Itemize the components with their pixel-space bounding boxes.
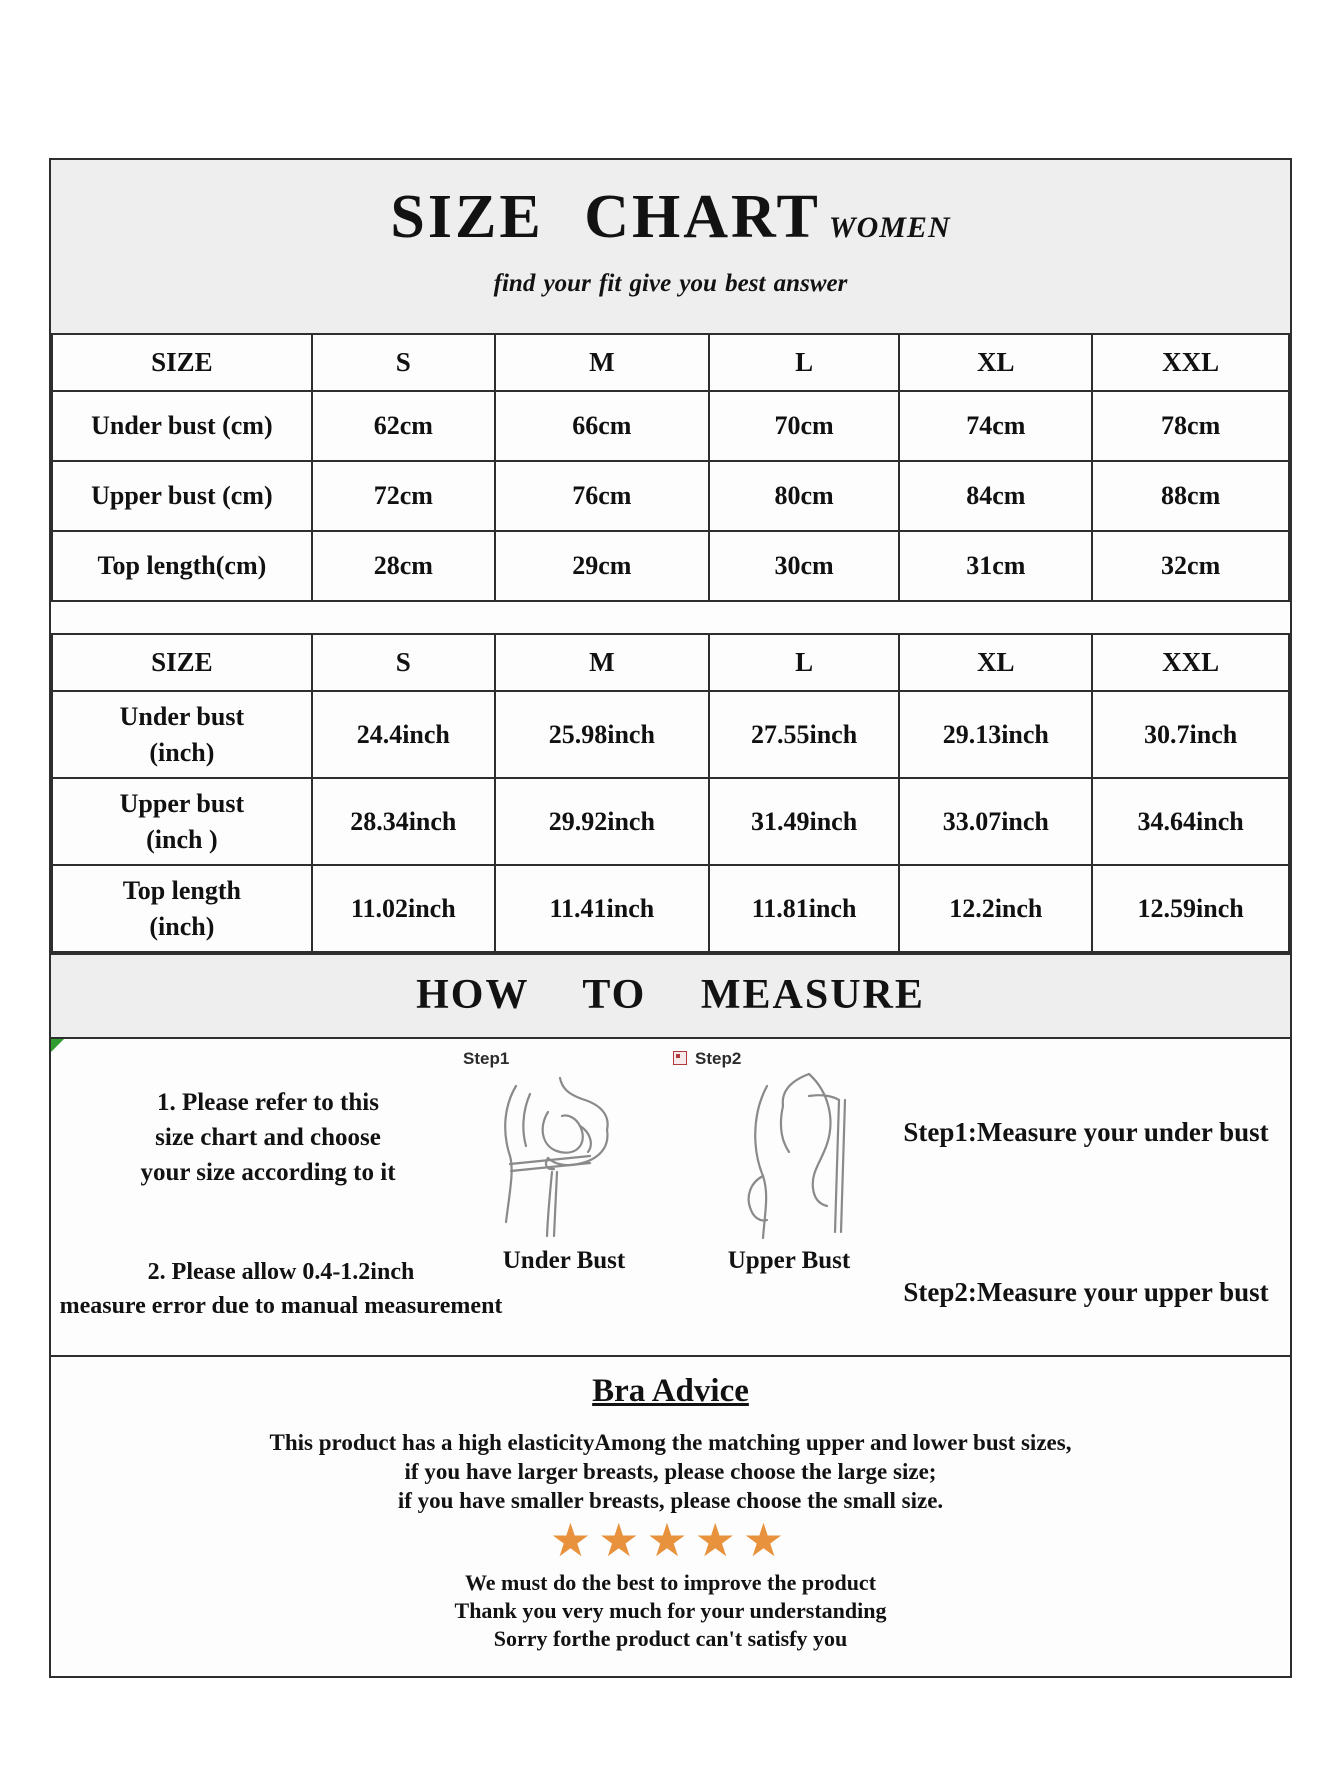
row-label: Upper bust (cm) bbox=[52, 461, 312, 531]
size-table-inch bbox=[51, 633, 1290, 953]
closing-line: Thank you very much for your understanding bbox=[454, 1598, 887, 1623]
size-value-cell: 33.07inch bbox=[899, 778, 1092, 865]
table-row bbox=[52, 391, 1289, 461]
measure-note-2-line: measure error due to manual measurement bbox=[59, 1293, 503, 1319]
under-bust-illustration bbox=[464, 1071, 664, 1243]
page-subtitle: find your fit give you best answer bbox=[493, 270, 848, 297]
size-value-cell: 70cm bbox=[709, 391, 899, 461]
size-value-cell: 78cm bbox=[1092, 391, 1289, 461]
column-header: M bbox=[495, 334, 709, 391]
size-value-cell: 12.2inch bbox=[899, 865, 1092, 952]
page-title bbox=[51, 183, 1290, 251]
measure-note-2 bbox=[55, 1255, 507, 1323]
column-header: S bbox=[312, 634, 495, 691]
table-row bbox=[52, 691, 1289, 778]
column-header: XL bbox=[899, 634, 1092, 691]
bra-advice-text bbox=[51, 1428, 1290, 1515]
page-title-suffix: WOMEN bbox=[828, 211, 951, 244]
how-to-measure-heading: HOW TO MEASURE bbox=[51, 953, 1290, 1039]
size-value-cell: 25.98inch bbox=[495, 691, 709, 778]
size-value-cell: 34.64inch bbox=[1092, 778, 1289, 865]
size-value-cell: 29cm bbox=[495, 531, 709, 601]
row-label: Top length(cm) bbox=[52, 531, 312, 601]
closing-text bbox=[51, 1569, 1290, 1653]
column-header: XXL bbox=[1092, 334, 1289, 391]
under-bust-figure bbox=[449, 1049, 679, 1275]
table-row bbox=[52, 778, 1289, 865]
green-corner-mark bbox=[51, 1039, 64, 1052]
size-value-cell: 24.4inch bbox=[312, 691, 495, 778]
row-label: Under bust (inch) bbox=[52, 691, 312, 778]
size-value-cell: 12.59inch bbox=[1092, 865, 1289, 952]
column-header: SIZE bbox=[52, 634, 312, 691]
size-value-cell: 28.34inch bbox=[312, 778, 495, 865]
closing-line: Sorry forthe product can't satisfy you bbox=[493, 1626, 848, 1651]
bra-advice-heading: Bra Advice bbox=[592, 1373, 749, 1409]
size-value-cell: 30.7inch bbox=[1092, 691, 1289, 778]
size-value-cell: 11.41inch bbox=[495, 865, 709, 952]
upper-bust-caption: Upper Bust bbox=[727, 1247, 851, 1274]
size-value-cell: 80cm bbox=[709, 461, 899, 531]
size-value-cell: 76cm bbox=[495, 461, 709, 531]
size-chart-sheet bbox=[49, 158, 1292, 1678]
column-header: XXL bbox=[1092, 634, 1289, 691]
step2-label bbox=[673, 1049, 919, 1071]
size-table-cm bbox=[51, 333, 1290, 602]
column-header: M bbox=[495, 634, 709, 691]
bra-advice-section bbox=[51, 1355, 1290, 1675]
upper-bust-illustration bbox=[689, 1071, 889, 1243]
size-value-cell: 72cm bbox=[312, 461, 495, 531]
measure-note-2-line: 2. Please allow 0.4-1.2inch bbox=[147, 1259, 415, 1285]
size-value-cell: 88cm bbox=[1092, 461, 1289, 531]
step1-instruction: Step1:Measure your under bust bbox=[903, 1117, 1269, 1147]
five-star-rating: ★★★★★ bbox=[549, 1515, 792, 1566]
table-row bbox=[52, 461, 1289, 531]
measure-note-1-line: size chart and choose bbox=[155, 1124, 381, 1151]
size-value-cell: 62cm bbox=[312, 391, 495, 461]
table-gap bbox=[51, 602, 1290, 633]
size-value-cell: 31.49inch bbox=[709, 778, 899, 865]
step2-label-text: Step2 bbox=[695, 1049, 742, 1068]
row-label: Under bust (cm) bbox=[52, 391, 312, 461]
size-value-cell: 66cm bbox=[495, 391, 709, 461]
size-value-cell: 30cm bbox=[709, 531, 899, 601]
measure-note-1 bbox=[93, 1085, 443, 1190]
size-value-cell: 32cm bbox=[1092, 531, 1289, 601]
measure-note-1-line: your size according to it bbox=[140, 1159, 396, 1186]
size-value-cell: 84cm bbox=[899, 461, 1092, 531]
column-header: L bbox=[709, 334, 899, 391]
upper-bust-figure bbox=[659, 1049, 919, 1275]
how-to-measure-section bbox=[51, 1039, 1290, 1355]
size-value-cell: 28cm bbox=[312, 531, 495, 601]
table-row bbox=[52, 531, 1289, 601]
size-value-cell: 27.55inch bbox=[709, 691, 899, 778]
page-title-main: SIZE CHART bbox=[390, 183, 821, 251]
column-header: S bbox=[312, 334, 495, 391]
size-value-cell: 11.81inch bbox=[709, 865, 899, 952]
table-row bbox=[52, 865, 1289, 952]
step1-label-text: Step1 bbox=[463, 1049, 510, 1068]
broken-image-icon bbox=[673, 1051, 687, 1065]
column-header: XL bbox=[899, 334, 1092, 391]
closing-line: We must do the best to improve the product bbox=[464, 1570, 877, 1595]
size-value-cell: 74cm bbox=[899, 391, 1092, 461]
bra-advice-line: if you have larger breasts, please choose the large size; bbox=[404, 1459, 937, 1484]
column-header: L bbox=[709, 634, 899, 691]
step2-instruction: Step2:Measure your upper bust bbox=[903, 1277, 1269, 1307]
size-value-cell: 29.13inch bbox=[899, 691, 1092, 778]
bra-advice-line: if you have smaller breasts, please choose the small size. bbox=[397, 1488, 944, 1513]
chart-header bbox=[51, 160, 1290, 333]
row-label: Top length (inch) bbox=[52, 865, 312, 952]
column-header: SIZE bbox=[52, 334, 312, 391]
size-value-cell: 29.92inch bbox=[495, 778, 709, 865]
table-header-row bbox=[52, 334, 1289, 391]
measure-note-1-line: 1. Please refer to this bbox=[157, 1089, 379, 1116]
step1-label bbox=[463, 1049, 679, 1071]
bra-advice-line: This product has a high elasticityAmong the matching upper and lower bust sizes, bbox=[269, 1430, 1072, 1455]
size-value-cell: 31cm bbox=[899, 531, 1092, 601]
under-bust-caption: Under Bust bbox=[502, 1247, 626, 1274]
row-label: Upper bust (inch ) bbox=[52, 778, 312, 865]
size-value-cell: 11.02inch bbox=[312, 865, 495, 952]
table-header-row bbox=[52, 634, 1289, 691]
